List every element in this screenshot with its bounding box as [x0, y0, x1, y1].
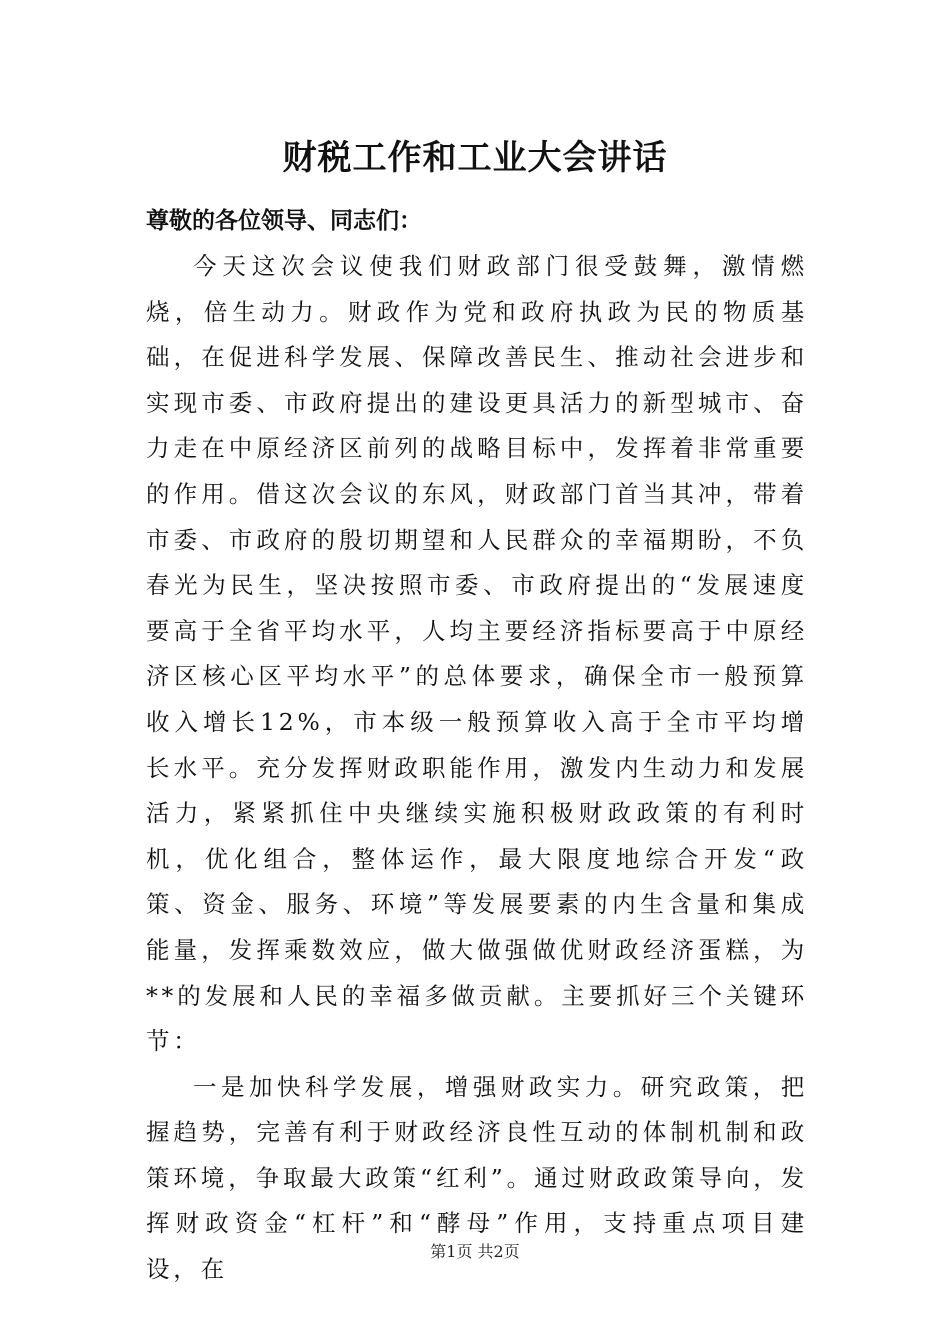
page-footer: 第1页 共2页: [430, 1242, 520, 1261]
salutation: 尊敬的各位领导、同志们：: [146, 207, 422, 234]
document-body: [146, 244, 808, 1293]
paragraph-point-one: 一是加快科学发展，增强财政实力。研究政策，把握趋势，完善有利于财政经济良性互动的体制机制和政策环境，争取最大政策“红利”。通过财政政策导向，发挥财政资金“杠杆”和“酵母”作用，支持重点项目建设，在: [146, 1072, 808, 1284]
document-title: 财税工作和工业大会讲话: [282, 138, 668, 178]
paragraph-intro: 今天这次会议使我们财政部门很受鼓舞，激情燃烧，倍生动力。财政作为党和政府执政为民的物质基础，在促进科学发展、保障改善民生、推动社会进步和实现市委、市政府提出的建设更具活力的新型城市、奋力走在中原经济区前列的战略目标中，发挥着非常重要的作用。借这次会议的东风，财政部门首当其冲，带着市委、市政府的殷切期望和人民群众的幸福期盼，不负春光为民生，坚决按照市委、市政府提出的“发展速度要高于全省平均水平，人均主要经济指标要高于中原经济区核心区平均水平”的总体要求，确保全市一般预算收入增长12%，市本级一般预算收入高于全市平均增长水平。充分发挥财政职能作用，激发内生动力和发展活力，紧紧抓住中央继续实施积极财政政策的有利时机，优化组合，整体运作，最大限度地综合开发“政策、资金、服务、环境”等发展要素的内生含量和集成能量，发挥乘数效应，做大做强做优财政经济蛋糕，为**的发展和人民的幸福多做贡献。主要抓好三个关键环节：: [146, 252, 808, 1056]
